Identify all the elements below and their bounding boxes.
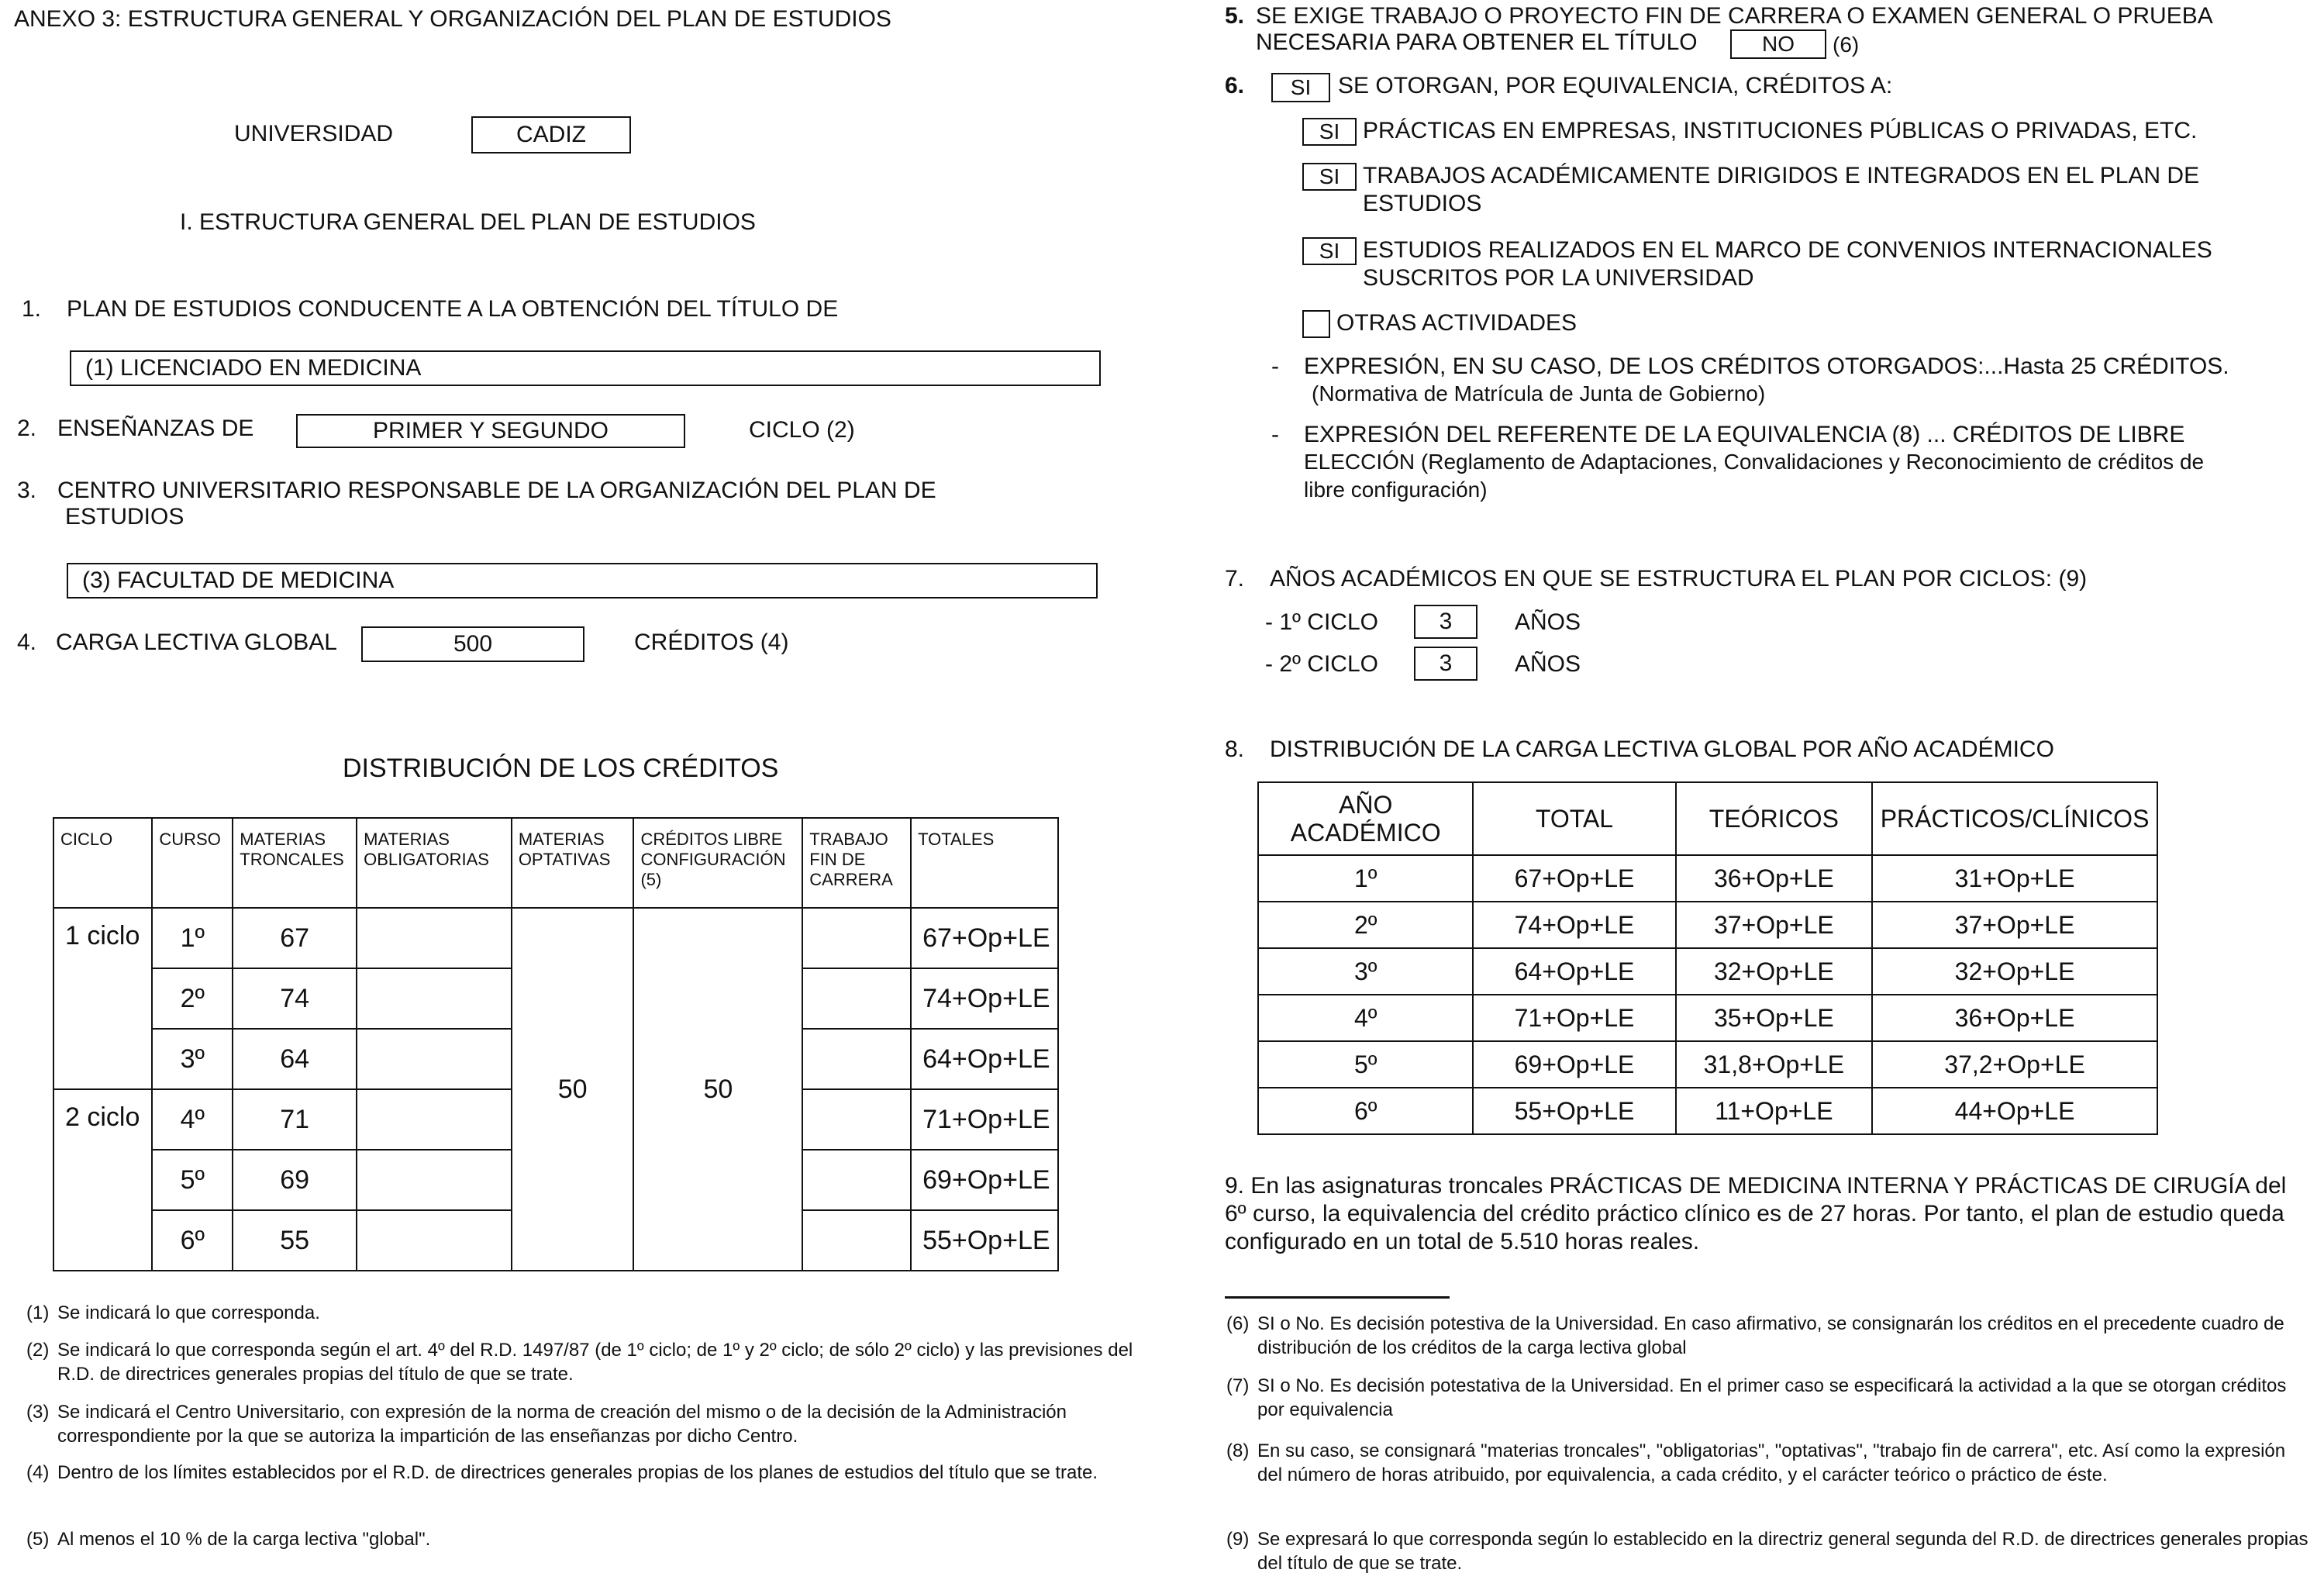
cycle1-years-label: AÑOS [1515,609,1581,635]
practice-cell: 37,2+Op+LE [1872,1041,2157,1088]
curso-cell: 6º [152,1210,233,1271]
footnote-text: En su caso, se consignará "materias troncales", "obligatorias", "optativas", "trabajo fin de carrera", etc. Así como la expresión del número de horas atribuido, por equivalencia, a cada crédito, y el carácter teórico o práctico de éste. [1257,1440,2286,1485]
obligatorias-cell [357,1210,512,1271]
option-trabajos-label-line1: TRABAJOS ACADÉMICAMENTE DIRIGIDOS E INTEGRADOS EN EL PLAN DE [1363,163,2200,188]
col-libre: CRÉDITOS LIBRE CONFIGURACIÓN (5) [633,818,802,908]
col-curso: CURSO [152,818,233,908]
obligatorias-cell [357,968,512,1029]
col-obligatorias: MATERIAS OBLIGATORIAS [357,818,512,908]
footnote-text: SI o No. Es decisión potestativa de la Universidad. En el primer caso se especificará la actividad a la que se otorgan créditos por equivalencia [1257,1375,2287,1420]
total-cell: 64+Op+LE [1473,948,1675,995]
footnote-number: (4) [26,1462,50,1483]
footnote-text: Se indicará lo que corresponda según el art. 4º del R.D. 1497/87 (de 1º ciclo; de 1º y 2º ciclo; de sólo 2º ciclo) y las previsiones del R.D. de directrices generales propias del título de que se trate. [57,1340,1133,1385]
item7-number: 7. [1225,566,1245,592]
item9-paragraph: 9. En las asignaturas troncales PRÁCTICAS DE MEDICINA INTERNA Y PRÁCTICAS DE CIRUGÍA del 6º curso, la equivalencia del crédito práctico clínico es de 27 horas. Por tanto, el plan de estudio queda configurado en un total de 5.510 horas reales. [1225,1173,2287,1254]
item3-label-line2: ESTUDIOS [65,504,184,530]
col-troncales: MATERIAS TRONCALES [233,818,357,908]
table-row [1258,948,2157,995]
table-row [53,908,1058,968]
total-cell: 71+Op+LE [1473,995,1675,1041]
bullet2-label-line1: EXPRESIÓN DEL REFERENTE DE LA EQUIVALENCIA (8) ... CRÉDITOS DE LIBRE [1304,422,2185,447]
theory-cell: 31,8+Op+LE [1676,1041,1872,1088]
col-theory: TEÓRICOS [1676,782,1872,855]
footnote-text: Al menos el 10 % de la carga lectiva "global". [57,1529,431,1550]
optativas-cell: 50 [512,908,634,1271]
footnote-number: (6) [1226,1313,1250,1334]
load-table [1257,781,2158,1135]
item5-label-line1: SE EXIGE TRABAJO O PROYECTO FIN DE CARRERA O EXAMEN GENERAL O PRUEBA [1256,3,2213,29]
footnote-text: Dentro de los límites establecidos por el R.D. de directrices generales propias de los planes de estudios del título que se trate. [57,1462,1098,1483]
practice-cell: 37+Op+LE [1872,902,2157,948]
item2-number: 2. [17,416,37,441]
total-cell: 74+Op+LE [911,968,1058,1029]
troncales-cell: 74 [233,968,357,1029]
option-trabajos-label-line2: ESTUDIOS [1363,191,1482,216]
footnote-9 [1226,1527,2312,1575]
item4-number: 4. [17,630,37,655]
footnote-2 [26,1338,1150,1386]
table-row [1258,995,2157,1041]
item1-number: 1. [22,296,42,322]
bullet1-sublabel: (Normativa de Matrícula de Junta de Gobierno) [1312,381,1766,405]
option-convenios-label-line1: ESTUDIOS REALIZADOS EN EL MARCO DE CONVENIOS INTERNACIONALES [1363,237,2212,263]
cycle2-label: - 2º CICLO [1265,651,1378,677]
cycles-field: PRIMER Y SEGUNDO [296,414,685,448]
footnote-number: (2) [26,1340,50,1361]
obligatorias-cell [357,1150,512,1210]
total-cell: 55+Op+LE [1473,1088,1675,1134]
col-totales: TOTALES [911,818,1058,908]
obligatorias-cell [357,908,512,968]
option-convenios-label-line2: SUSCRITOS POR LA UNIVERSIDAD [1363,265,1754,291]
option-practicas-box: SI [1302,118,1357,146]
practice-cell: 44+Op+LE [1872,1088,2157,1134]
table-row [1258,902,2157,948]
curso-cell: 1º [152,908,233,968]
col-year [1258,782,1473,855]
theory-cell: 36+Op+LE [1676,855,1872,902]
libre-cell: 50 [633,908,802,1271]
item2-suffix: CICLO (2) [749,417,855,443]
equivalence-box: SI [1271,73,1330,102]
item3-number: 3. [17,478,37,503]
bullet2-label-line3: libre configuración) [1304,478,1488,502]
troncales-cell: 64 [233,1029,357,1089]
option-trabajos-box: SI [1302,163,1357,191]
practice-cell: 32+Op+LE [1872,948,2157,995]
load-header-row [1258,782,2157,855]
option-practicas-label: PRÁCTICAS EN EMPRESAS, INSTITUCIONES PÚBLICAS O PRIVADAS, ETC. [1363,118,2198,143]
cycle1-cell: 1 ciclo [53,908,152,1089]
global-load-field: 500 [361,626,584,662]
footnote-7 [1226,1374,2312,1422]
bullet2-label-line2: ELECCIÓN (Reglamento de Adaptaciones, Convalidaciones y Reconocimiento de créditos de [1304,450,2205,474]
total-cell: 55+Op+LE [911,1210,1058,1271]
option-otras-checkbox [1302,310,1330,338]
item8-label: DISTRIBUCIÓN DE LA CARGA LECTIVA GLOBAL POR AÑO ACADÉMICO [1270,737,2054,762]
item4-suffix: CRÉDITOS (4) [634,630,789,655]
item4-label: CARGA LECTIVA GLOBAL [56,630,337,655]
option-convenios-box: SI [1302,237,1357,265]
cycle1-label: - 1º CICLO [1265,609,1378,635]
option-otras-label: OTRAS ACTIVIDADES [1336,310,1577,336]
obligatorias-cell [357,1089,512,1150]
bullet2-dash: - [1271,422,1279,447]
col-practice: PRÁCTICOS/CLÍNICOS [1872,782,2157,855]
total-cell: 69+Op+LE [1473,1041,1675,1088]
annex-title: ANEXO 3: ESTRUCTURA GENERAL Y ORGANIZACIÓN DEL PLAN DE ESTUDIOS [14,6,891,32]
troncales-cell: 67 [233,908,357,968]
footnote-number: (7) [1226,1375,1250,1396]
item8-number: 8. [1225,737,1245,762]
item7-label: AÑOS ACADÉMICOS EN QUE SE ESTRUCTURA EL PLAN POR CICLOS: (9) [1270,566,2088,592]
footnote-number: (1) [26,1302,50,1323]
trabajo-cell [802,1089,911,1150]
theory-cell: 37+Op+LE [1676,902,1872,948]
year-cell: 2º [1258,902,1473,948]
trabajo-cell [802,968,911,1029]
item6-label: SE OTORGAN, POR EQUIVALENCIA, CRÉDITOS A: [1338,73,1893,98]
degree-title-field: (1) LICENCIADO EN MEDICINA [70,350,1101,386]
trabajo-cell [802,1150,911,1210]
item5-number: 5. [1225,3,1245,29]
total-cell: 67+Op+LE [911,908,1058,968]
footnote-5 [26,1527,1150,1551]
obligatorias-cell [357,1029,512,1089]
footnote-number: (3) [26,1402,50,1423]
item6-number: 6. [1225,73,1245,98]
footnote-text: Se expresará lo que corresponda según lo establecido en la directriz general segunda del R.D. de directrices generales propias del título de que se trate. [1257,1529,2308,1574]
item2-label: ENSEÑANZAS DE [57,416,254,441]
footnote-8 [1226,1439,2312,1487]
col-year-line1: AÑO [1339,791,1393,819]
credits-header-row [53,818,1058,908]
item5-label-line2: NECESARIA PARA OBTENER EL TÍTULO [1256,29,1698,55]
total-cell: 74+Op+LE [1473,902,1675,948]
trabajo-cell [802,908,911,968]
table-row [1258,855,2157,902]
table-row [1258,1088,2157,1134]
footnote-text: SI o No. Es decisión potestiva de la Universidad. En caso afirmativo, se consignarán los créditos en el precedente cuadro de distribución de los créditos de la carga lectiva global [1257,1313,2284,1358]
footnote-text: Se indicará el Centro Universitario, con expresión de la norma de creación del mismo o de la decisión de la Administración correspondiente por la que se autoriza la impartición de las enseñanzas por dicho Centro. [57,1402,1067,1447]
item3-label-line1: CENTRO UNIVERSITARIO RESPONSABLE DE LA ORGANIZACIÓN DEL PLAN DE [57,478,936,503]
footnote-number: (8) [1226,1440,1250,1461]
col-trabajo: TRABAJO FIN DE CARRERA [802,818,911,908]
troncales-cell: 71 [233,1089,357,1150]
credits-table [53,817,1059,1271]
thesis-required-box: NO [1730,29,1826,59]
theory-cell: 32+Op+LE [1676,948,1872,995]
col-optativas: MATERIAS OPTATIVAS [512,818,634,908]
year-cell: 3º [1258,948,1473,995]
distribution-title: DISTRIBUCIÓN DE LOS CRÉDITOS [343,754,779,783]
bullet1-dash: - [1271,354,1279,379]
col-year-line2: ACADÉMICO [1290,819,1441,847]
cycle1-years-box: 3 [1414,605,1477,639]
footnote-4 [26,1461,1150,1485]
curso-cell: 3º [152,1029,233,1089]
cycle2-cell: 2 ciclo [53,1089,152,1271]
total-cell: 67+Op+LE [1473,855,1675,902]
cycle2-years-label: AÑOS [1515,651,1581,677]
item5-suffix: (6) [1833,33,1860,57]
troncales-cell: 55 [233,1210,357,1271]
year-cell: 4º [1258,995,1473,1041]
bullet1-label: EXPRESIÓN, EN SU CASO, DE LOS CRÉDITOS OTORGADOS:...Hasta 25 CRÉDITOS. [1304,354,2229,379]
year-cell: 1º [1258,855,1473,902]
theory-cell: 35+Op+LE [1676,995,1872,1041]
col-total: TOTAL [1473,782,1675,855]
trabajo-cell [802,1210,911,1271]
footnote-6 [1226,1312,2312,1360]
practice-cell: 31+Op+LE [1872,855,2157,902]
item1-label: PLAN DE ESTUDIOS CONDUCENTE A LA OBTENCIÓN DEL TÍTULO DE [67,296,839,322]
section-title: I. ESTRUCTURA GENERAL DEL PLAN DE ESTUDIOS [180,209,756,235]
cycle2-years-box: 3 [1414,647,1477,681]
footnote-divider [1225,1296,1450,1299]
troncales-cell: 69 [233,1150,357,1210]
footnote-3 [26,1400,1150,1448]
footnote-text: Se indicará lo que corresponda. [57,1302,320,1323]
total-cell: 69+Op+LE [911,1150,1058,1210]
curso-cell: 4º [152,1089,233,1150]
total-cell: 71+Op+LE [911,1089,1058,1150]
footnote-number: (5) [26,1529,50,1550]
university-field: CADIZ [471,116,631,154]
faculty-field: (3) FACULTAD DE MEDICINA [67,563,1098,599]
col-ciclo: CICLO [53,818,152,908]
curso-cell: 2º [152,968,233,1029]
university-label: UNIVERSIDAD [234,121,394,147]
curso-cell: 5º [152,1150,233,1210]
table-row [1258,1041,2157,1088]
practice-cell: 36+Op+LE [1872,995,2157,1041]
total-cell: 64+Op+LE [911,1029,1058,1089]
trabajo-cell [802,1029,911,1089]
year-cell: 6º [1258,1088,1473,1134]
footnote-1 [26,1301,1150,1325]
theory-cell: 11+Op+LE [1676,1088,1872,1134]
footnote-number: (9) [1226,1529,1250,1550]
year-cell: 5º [1258,1041,1473,1088]
